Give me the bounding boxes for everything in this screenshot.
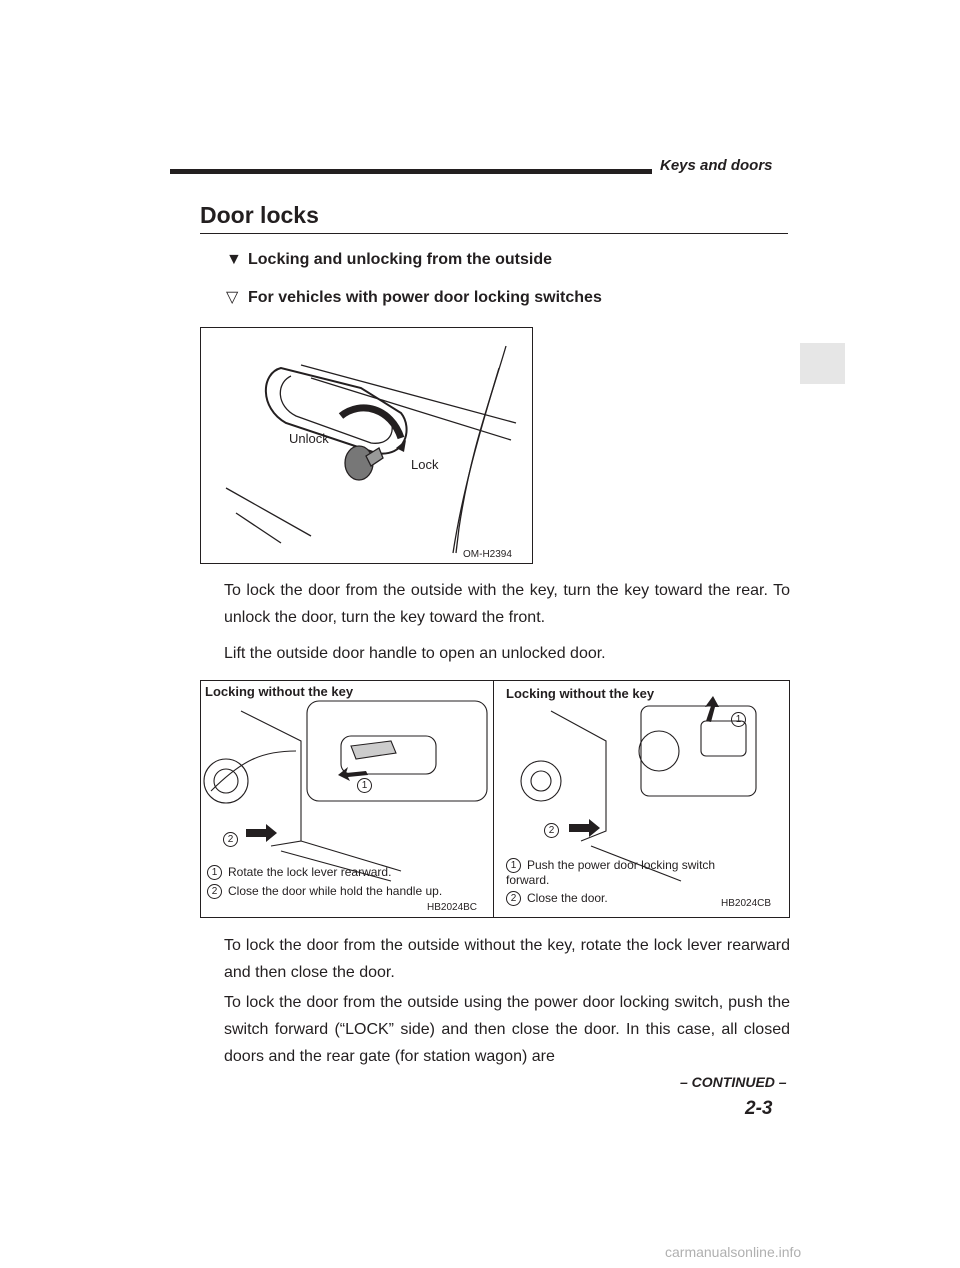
left-step-1: 1 Rotate the lock lever rearward.	[207, 865, 391, 880]
left-figure-title: Locking without the key	[205, 684, 354, 699]
right-callout-1: 1	[731, 711, 752, 729]
paragraph-without-key: To lock the door from the outside without the key, rotate the lock lever rearward and then close the door.	[224, 937, 790, 981]
figure-lock-without-key	[200, 680, 790, 918]
paragraph-power-switch: To lock the door from the outside using the power door locking switch, push the switch forward (“LOCK” side) and then close the door. In this case, all closed doors and the rear gate (for station wagon) are	[224, 994, 790, 1065]
subheading-locking	[226, 251, 552, 269]
right-step-1: 1 Push the power door locking switch forward.	[506, 858, 716, 888]
figure-code: OM-H2394	[463, 549, 512, 560]
subheading-power-text: For vehicles with power door locking switches	[248, 289, 602, 306]
paragraph-lift-handle: Lift the outside door handle to open an unlocked door.	[224, 645, 606, 662]
header-rule	[170, 169, 652, 174]
right-step-2: 2 Close the door.	[506, 891, 608, 906]
left-figure-code: HB2024BC	[427, 902, 478, 913]
lock-label: Lock	[411, 457, 439, 472]
subheading-power-switches	[226, 287, 602, 307]
left-step-2: 2 Close the door while hold the handle up.	[207, 884, 442, 899]
watermark: carmanualsonline.info	[665, 1244, 802, 1260]
filled-triangle-icon: ▼	[226, 251, 242, 268]
page-title: Door locks	[200, 202, 319, 228]
left-callout-2: 2	[223, 831, 244, 849]
unlock-label: Unlock	[289, 431, 329, 446]
key-lock-illustration	[201, 328, 532, 563]
section-header: Keys and doors	[660, 157, 773, 174]
right-callout-2: 2	[544, 822, 565, 840]
right-figure-title: Locking without the key	[506, 686, 655, 701]
page-number: 2-3	[745, 1098, 773, 1119]
continued-label: – CONTINUED –	[680, 1074, 787, 1090]
paragraph-key-lock: To lock the door from the outside with the key, turn the key toward the rear. To unlock the door, turn the key toward the front.	[224, 582, 790, 626]
title-rule	[200, 233, 788, 234]
figure-key-lock	[200, 327, 533, 564]
subheading-locking-text: Locking and unlocking from the outside	[248, 251, 553, 268]
left-callout-1: 1	[357, 777, 378, 795]
chapter-tab	[800, 343, 845, 384]
right-figure-code: HB2024CB	[721, 898, 772, 909]
outline-triangle-icon: ▽	[226, 289, 239, 306]
